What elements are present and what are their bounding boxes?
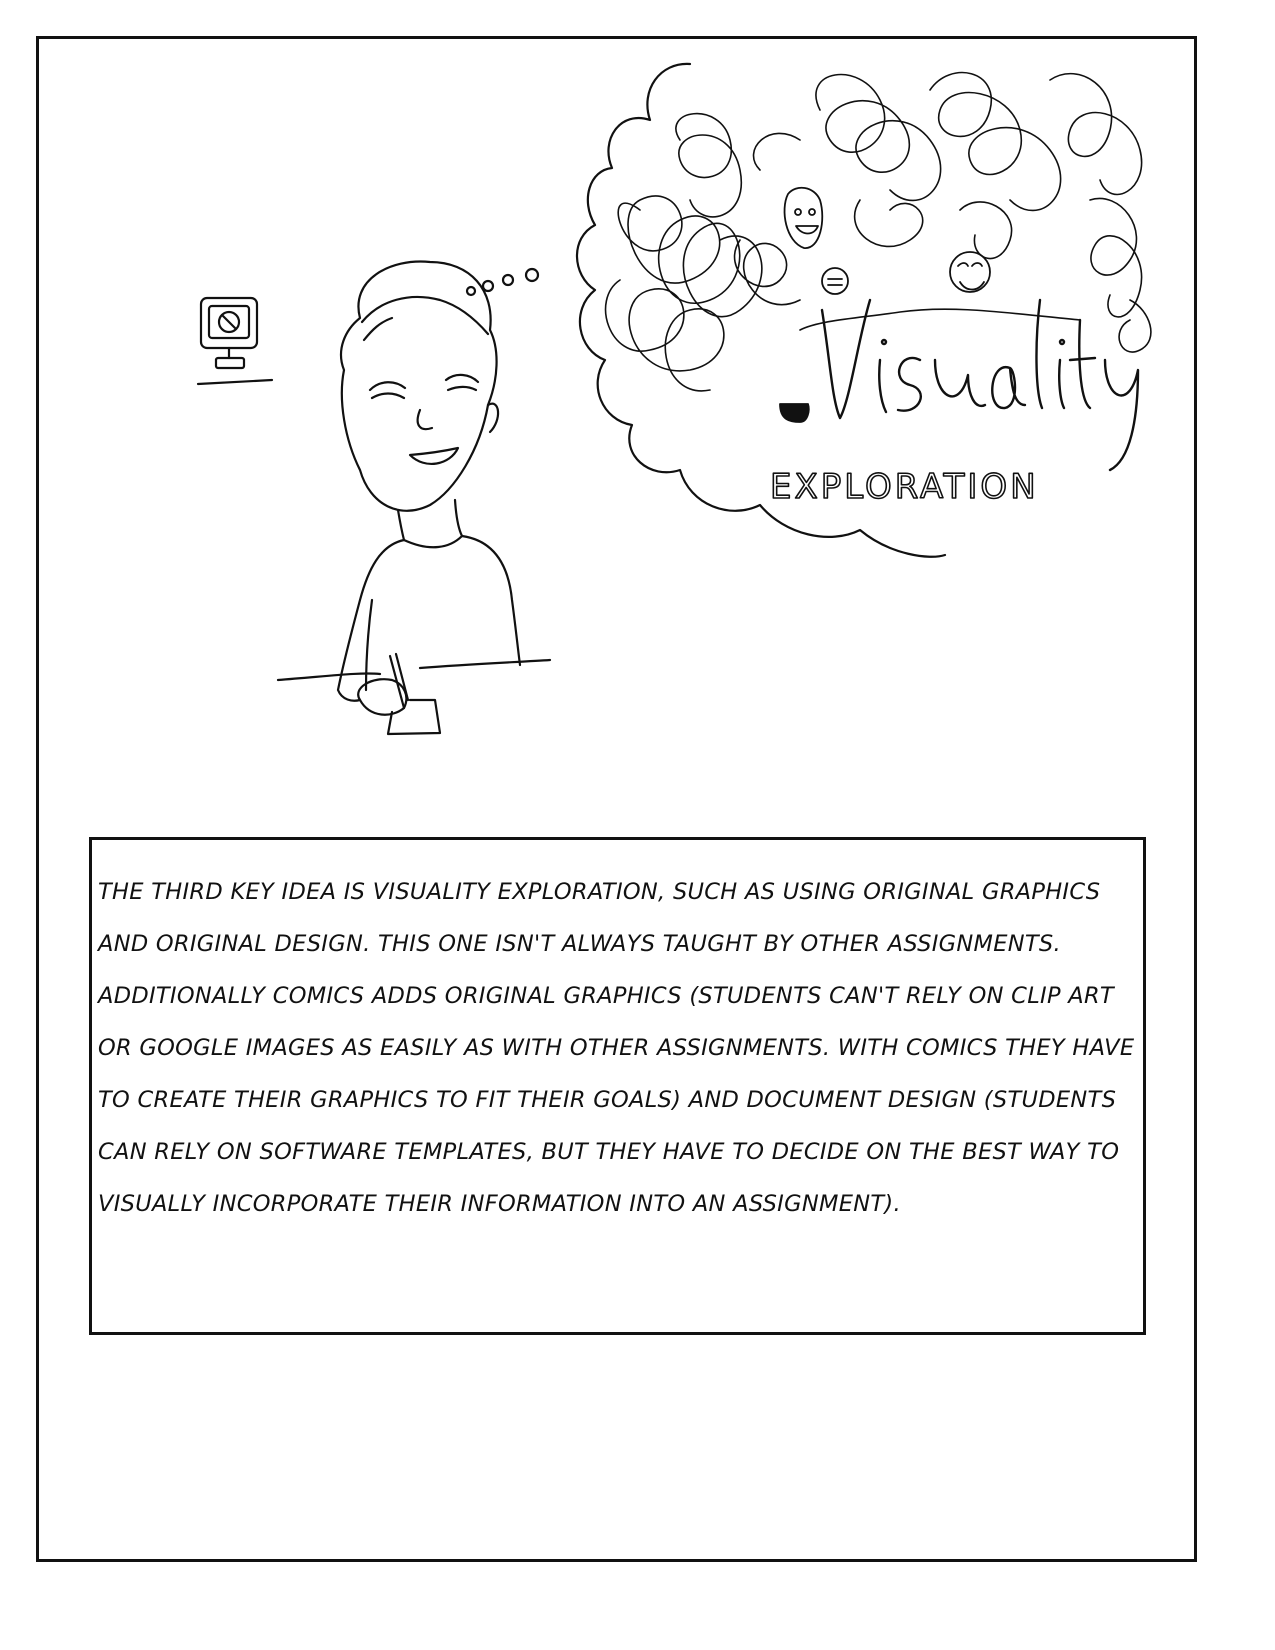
face-icons: [780, 188, 990, 422]
visuality-title: [800, 300, 1138, 470]
student-figure: [278, 262, 550, 734]
caption-text: THE THIRD KEY IDEA IS VISUALITY EXPLORATION, SUCH AS USING ORIGINAL GRAPHICS AND ORIGINAL DESIGN. THIS ONE ISN'T ALWAYS TAUGHT BY OTHER ASSIGNMENTS. ADDITIONALLY COMICS ADDS ORIGINAL GRAPHICS (STUDENTS CAN'T RELY ON CLIP ART OR GOOGLE IMAGES AS EASILY AS WITH OTHER ASSIGNMENTS. WITH COMICS THEY HAVE TO CREATE THEIR GRAPHICS TO FIT THEIR GOALS) AND DOCUMENT DESIGN (STUDENTS CAN RELY ON SOFTWARE TEMPLATES, BUT THEY HAVE TO DECIDE ON THE BEST WAY TO VISUALLY INCORPORATE THEIR INFORMATION INTO AN ASSIGNMENT).: [98, 879, 1135, 1217]
computer-icon: [198, 298, 272, 384]
scribble-chaos: [606, 73, 1151, 391]
exploration-subtitle: EXPLORATION: [770, 467, 1039, 507]
caption-box: [89, 837, 1146, 1335]
